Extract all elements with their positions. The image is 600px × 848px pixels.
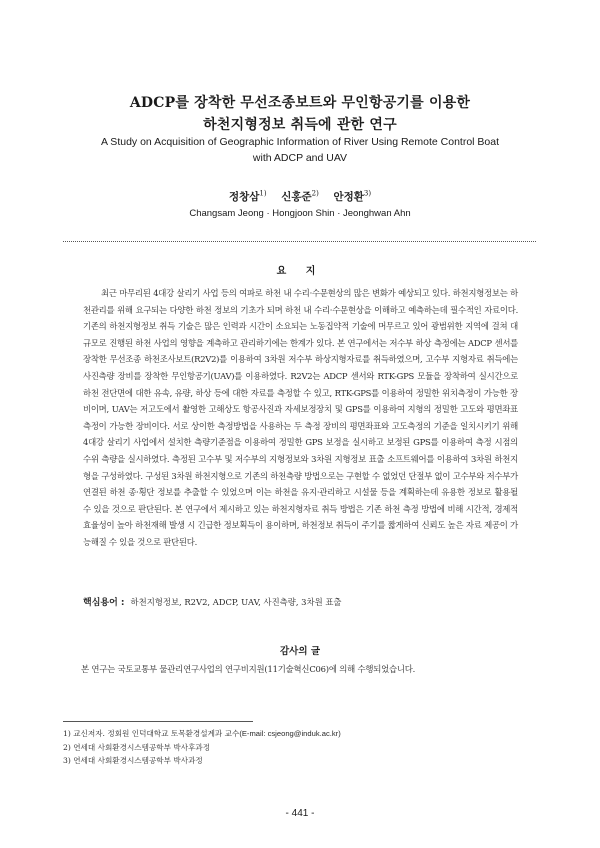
keywords xyxy=(83,595,523,608)
english-title-line-2: with ADCP and UAV xyxy=(252,152,348,164)
footnote-email: (E-mail: csjeong@induk.ac.kr) xyxy=(239,729,341,738)
english-title-line-1: A Study on Acquisition of Geographic Information of River Using Remote Control Boat xyxy=(100,136,500,148)
author-footnote-mark: 2) xyxy=(311,189,319,198)
footnote-rule xyxy=(63,721,253,722)
keywords-label: 핵심용어 : xyxy=(83,598,125,608)
korean-title-line-1: ADCP를 장착한 무선조종보트와 무인항공기를 이용한 xyxy=(129,95,471,111)
abstract-body: 최근 마무리된 4대강 살리기 사업 등의 여파로 하천 내 수리·수문현상의 많은 변화가 예상되고 있다. 하천지형정보는 하천관리를 위해 요구되는 다양한 하천 정보의 기초가 되며 하천 내 수리·수문현상을 이해하고 예측하는데 필수적인 자료이다. 기존의 하천지형정보 취득 기술은 많은 인력과 시간이 소요되는 노동집약적 기술에 머무르고 있어 광범위한 지역에 걸쳐 대규모로 진행된 하천 사업의 영향을 계측하고 관리하기에는 한계가 있다. 본 연구에서는 저수부 하상 측정에는 ADCP 센서를 장착한 무선조종 하천조사보트(R2V2)를 이용하여 3차원 저수부 하상지형자료를 취득하였으며, 고수부 지형자료 취득에는 사진측량 장비를 장착한 무인항공기(UAV)를 이용하였다. R2V2는 ADCP 센서와 RTK-GPS 모듈을 장착하여 실시간으로 하천 전단면에 대한 유속, 유량, 하상 등에 대한 자료를 측정할 수 있고, RTK-GPS를 이용하여 정밀한 위치측정이 가능한 장비이며, UAV는 저고도에서 촬영한 고해상도 항공사진과 자세보정장치 및 GPS를 이용하여 지형의 정밀한 고도와 평면좌표 측정이 가능한 장비이다. 서로 상이한 측정방법을 사용하는 두 측정 장비의 평면좌표와 고도측정의 기준을 일치시키기 위해 4대강 살리기 사업에서 설치한 측량기준점을 이용하여 정밀한 GPS 보정을 실시하고 보정된 GPS를 이용하여 측정 시점의 수위 측량을 실시하였다. 측정된 고수부 및 저수부의 지형정보와 3차원 지형정보 표출 소프트웨어를 이용하여 3차원 하천지형을 구성하였다. 구성된 3차원 하천지형으로 기존의 하천측량 방법으로는 구현할 수 없었던 단절부 없이 고수부와 저수부가 연결된 하천 종·횡단 정보를 추출할 수 있었으며 이는 하천을 유지·관리하고 시설물 등을 계획하는데 유용한 정보로 활용될 수 있을 것으로 판단된다. 본 연구에서 제시하고 있는 하천지형자료 취득 방법은 기존 하천 측정 방법에 비해 시간적, 경제적 효율성이 높아 하천재해 발생 시 긴급한 정보획득이 용이하며, 하천정보 취득이 주기를 짧게하여 신뢰도 높은 자료 제공이 가능해질 수 있을 것으로 판단된다. xyxy=(83,288,518,547)
author-name: 정창삼 xyxy=(228,191,260,203)
footnote-text: 3) 연세대 사회환경시스템공학부 박사과정 xyxy=(63,756,203,765)
english-author-list: Changsam Jeong · Hongjoon Shin · Jeonghwan Ahn xyxy=(189,208,411,219)
footnotes xyxy=(63,727,533,768)
dotted-separator xyxy=(63,241,536,242)
footnote-text: 2) 연세대 사회환경시스템공학부 박사후과정 xyxy=(63,742,211,752)
korean-title-line-2: 하천지형정보 취득에 관한 연구 xyxy=(203,117,397,133)
footnote-3 xyxy=(63,754,533,768)
author-footnote-mark: 3) xyxy=(363,189,372,198)
footnote-text: 1) 교신저자. 정회원 인덕대학교 토목환경설계과 교수 xyxy=(63,729,240,738)
author-name: 안정환 xyxy=(333,191,364,203)
acknowledgement-text: 본 연구는 국토교통부 물관리연구사업의 연구비지원(11기술혁신C06)에 의해 수행되었습니다. xyxy=(81,664,416,674)
keywords-text: 하천지형정보, R2V2, ADCP, UAV, 사진측량, 3차원 표출 xyxy=(130,597,342,607)
author-footnote-mark: 1) xyxy=(259,189,267,198)
footnote-2 xyxy=(63,741,533,755)
page-number: - 441 - xyxy=(285,808,315,819)
acknowledgement-heading: 감사의 글 xyxy=(279,646,320,657)
korean-author-list xyxy=(0,189,600,204)
abstract-heading: 요 지 xyxy=(276,266,324,277)
footnote-1 xyxy=(63,727,533,741)
author-name: 신홍준 xyxy=(281,191,312,203)
